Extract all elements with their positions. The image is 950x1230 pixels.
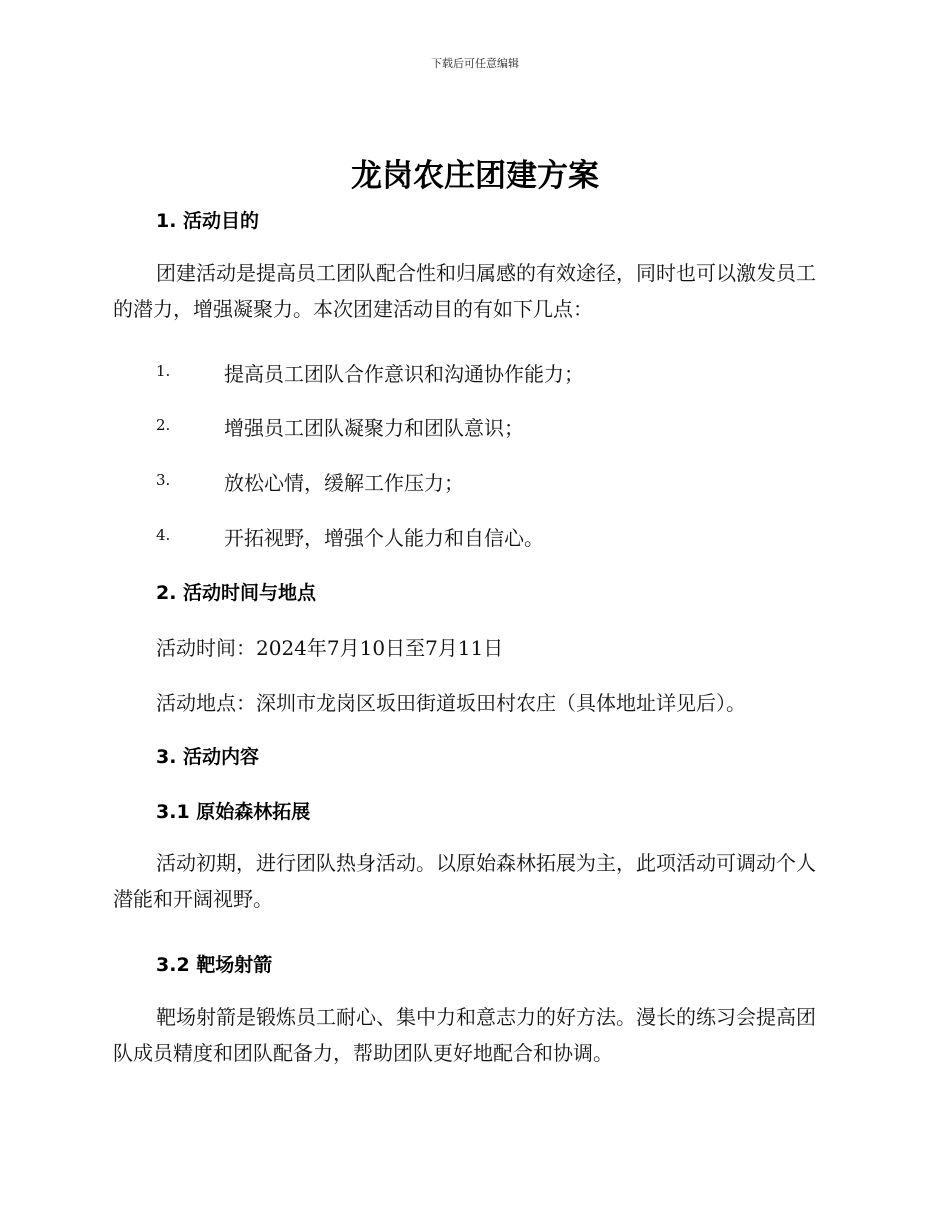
activity-time: 活动时间：2024年7月10日至7月11日 — [156, 636, 504, 660]
section-2-heading: 2. 活动时间与地点 — [156, 582, 317, 604]
section-3-heading: 3. 活动内容 — [156, 746, 260, 768]
document-title: 龙岗农庄团建方案 — [351, 158, 599, 194]
section-1-heading: 1. 活动目的 — [156, 210, 260, 232]
header-note: 下载后可任意编辑 — [431, 57, 519, 70]
list-item-number: 2. — [156, 416, 171, 434]
section-1-intro: 团建活动是提高员工团队配合性和归属感的有效途径，同时也可以激发员工的潜力，增强凝聚力。本次团建活动目的有如下几点： — [113, 261, 816, 321]
list-item-text: 开拓视野，增强个人能力和自信心。 — [224, 526, 544, 550]
subsection-3-2-heading: 3.2 靶场射箭 — [156, 954, 273, 976]
list-item-number: 4. — [156, 526, 171, 544]
activity-place: 活动地点：深圳市龙岗区坂田街道坂田村农庄（具体地址详见后）。 — [156, 691, 746, 715]
list-item-text: 提高员工团队合作意识和沟通协作能力； — [224, 362, 584, 386]
subsection-3-2-text: 靶场射箭是锻炼员工耐心、集中力和意志力的好方法。漫长的练习会提高团队成员精度和团队配备力，帮助团队更好地配合和协调。 — [113, 1005, 816, 1065]
list-item-number: 3. — [156, 471, 171, 489]
subsection-3-1-heading: 3.1 原始森林拓展 — [156, 801, 311, 823]
subsection-3-1-text: 活动初期，进行团队热身活动。以原始森林拓展为主，此项活动可调动个人潜能和开阔视野。 — [113, 851, 816, 911]
list-item-text: 增强员工团队凝聚力和团队意识； — [224, 416, 524, 440]
list-item-number: 1. — [156, 362, 171, 380]
list-item-text: 放松心情，缓解工作压力； — [224, 471, 464, 495]
